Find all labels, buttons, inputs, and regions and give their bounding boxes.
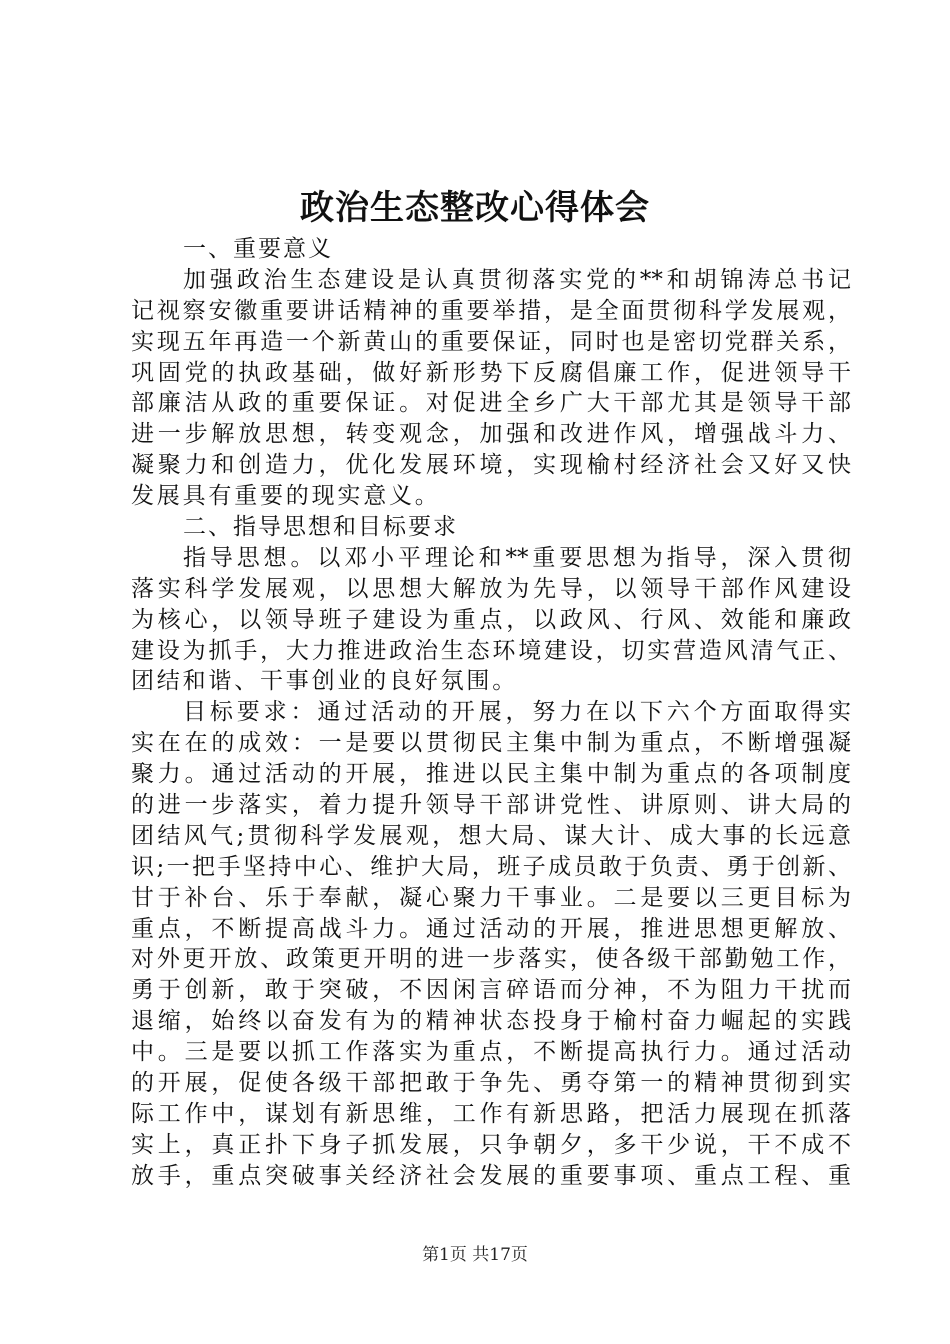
document-title: 政治生态整改心得体会	[300, 188, 650, 228]
document-body	[131, 234, 851, 1192]
text-line: 指导思想。以邓小平理论和**重要思想为指导，深入贯彻	[183, 544, 851, 571]
page-footer: 第1页 共17页	[422, 1245, 528, 1265]
text-line: 放手，重点突破事关经济社会发展的重要事项、重点工程、重	[131, 1162, 851, 1189]
text-line: 实上，真正扑下身子抓发展，只争朝夕，多干少说，干不成不	[131, 1131, 851, 1158]
text-line: 巩固党的执政基础，做好新形势下反腐倡廉工作，促进领导干	[131, 359, 851, 386]
text-line: 识;一把手坚持中心、维护大局，班子成员敢于负责、勇于创新、	[131, 853, 851, 880]
text-line: 团结风气;贯彻科学发展观，想大局、谋大计、成大事的长远意	[131, 822, 851, 849]
text-line: 对外更开放、政策更开明的进一步落实，使各级干部勤勉工作，	[131, 946, 851, 973]
text-line: 际工作中，谋划有新思维，工作有新思路，把活力展现在抓落	[131, 1100, 851, 1127]
text-line: 团结和谐、干事创业的良好氛围。	[131, 668, 518, 695]
text-line: 加强政治生态建设是认真贯彻落实党的**和胡锦涛总书记	[183, 266, 851, 293]
text-line: 中。三是要以抓工作落实为重点，不断提高执行力。通过活动	[131, 1039, 851, 1066]
section-heading: 二、指导思想和目标要求	[183, 514, 458, 541]
text-line: 重点，不断提高战斗力。通过活动的开展，推进思想更解放、	[131, 915, 851, 942]
text-line: 部廉洁从政的重要保证。对促进全乡广大干部尤其是领导干部	[131, 390, 851, 417]
text-line: 聚力。通过活动的开展，推进以民主集中制为重点的各项制度	[131, 761, 851, 788]
text-line: 的进一步落实，着力提升领导干部讲党性、讲原则、讲大局的	[131, 792, 851, 819]
text-line: 建设为抓手，大力推进政治生态环境建设，切实营造风清气正、	[131, 637, 851, 664]
text-line: 实现五年再造一个新黄山的重要保证，同时也是密切党群关系，	[131, 328, 851, 355]
text-line: 记视察安徽重要讲话精神的重要举措，是全面贯彻科学发展观，	[131, 297, 851, 324]
text-line: 落实科学发展观，以思想大解放为先导，以领导干部作风建设	[131, 575, 851, 602]
text-line: 勇于创新，敢于突破，不因闲言碎语而分神，不为阻力干扰而	[131, 977, 851, 1004]
text-line: 目标要求：通过活动的开展，努力在以下六个方面取得实	[183, 699, 851, 726]
text-line: 甘于补台、乐于奉献，凝心聚力干事业。二是要以三更目标为	[131, 884, 851, 911]
text-line: 凝聚力和创造力，优化发展环境，实现榆村经济社会又好又快	[131, 452, 851, 479]
text-line: 为核心，以领导班子建设为重点，以政风、行风、效能和廉政	[131, 606, 851, 633]
text-line: 发展具有重要的现实意义。	[131, 483, 441, 510]
text-line: 进一步解放思想，转变观念，加强和改进作风，增强战斗力、	[131, 421, 851, 448]
text-line: 的开展，促使各级干部把敢于争先、勇夺第一的精神贯彻到实	[131, 1070, 851, 1097]
text-line: 实在在的成效：一是要以贯彻民主集中制为重点，不断增强凝	[131, 730, 851, 757]
section-heading: 一、重要意义	[183, 236, 333, 262]
text-line: 退缩，始终以奋发有为的精神状态投身于榆村奋力崛起的实践	[131, 1008, 851, 1035]
